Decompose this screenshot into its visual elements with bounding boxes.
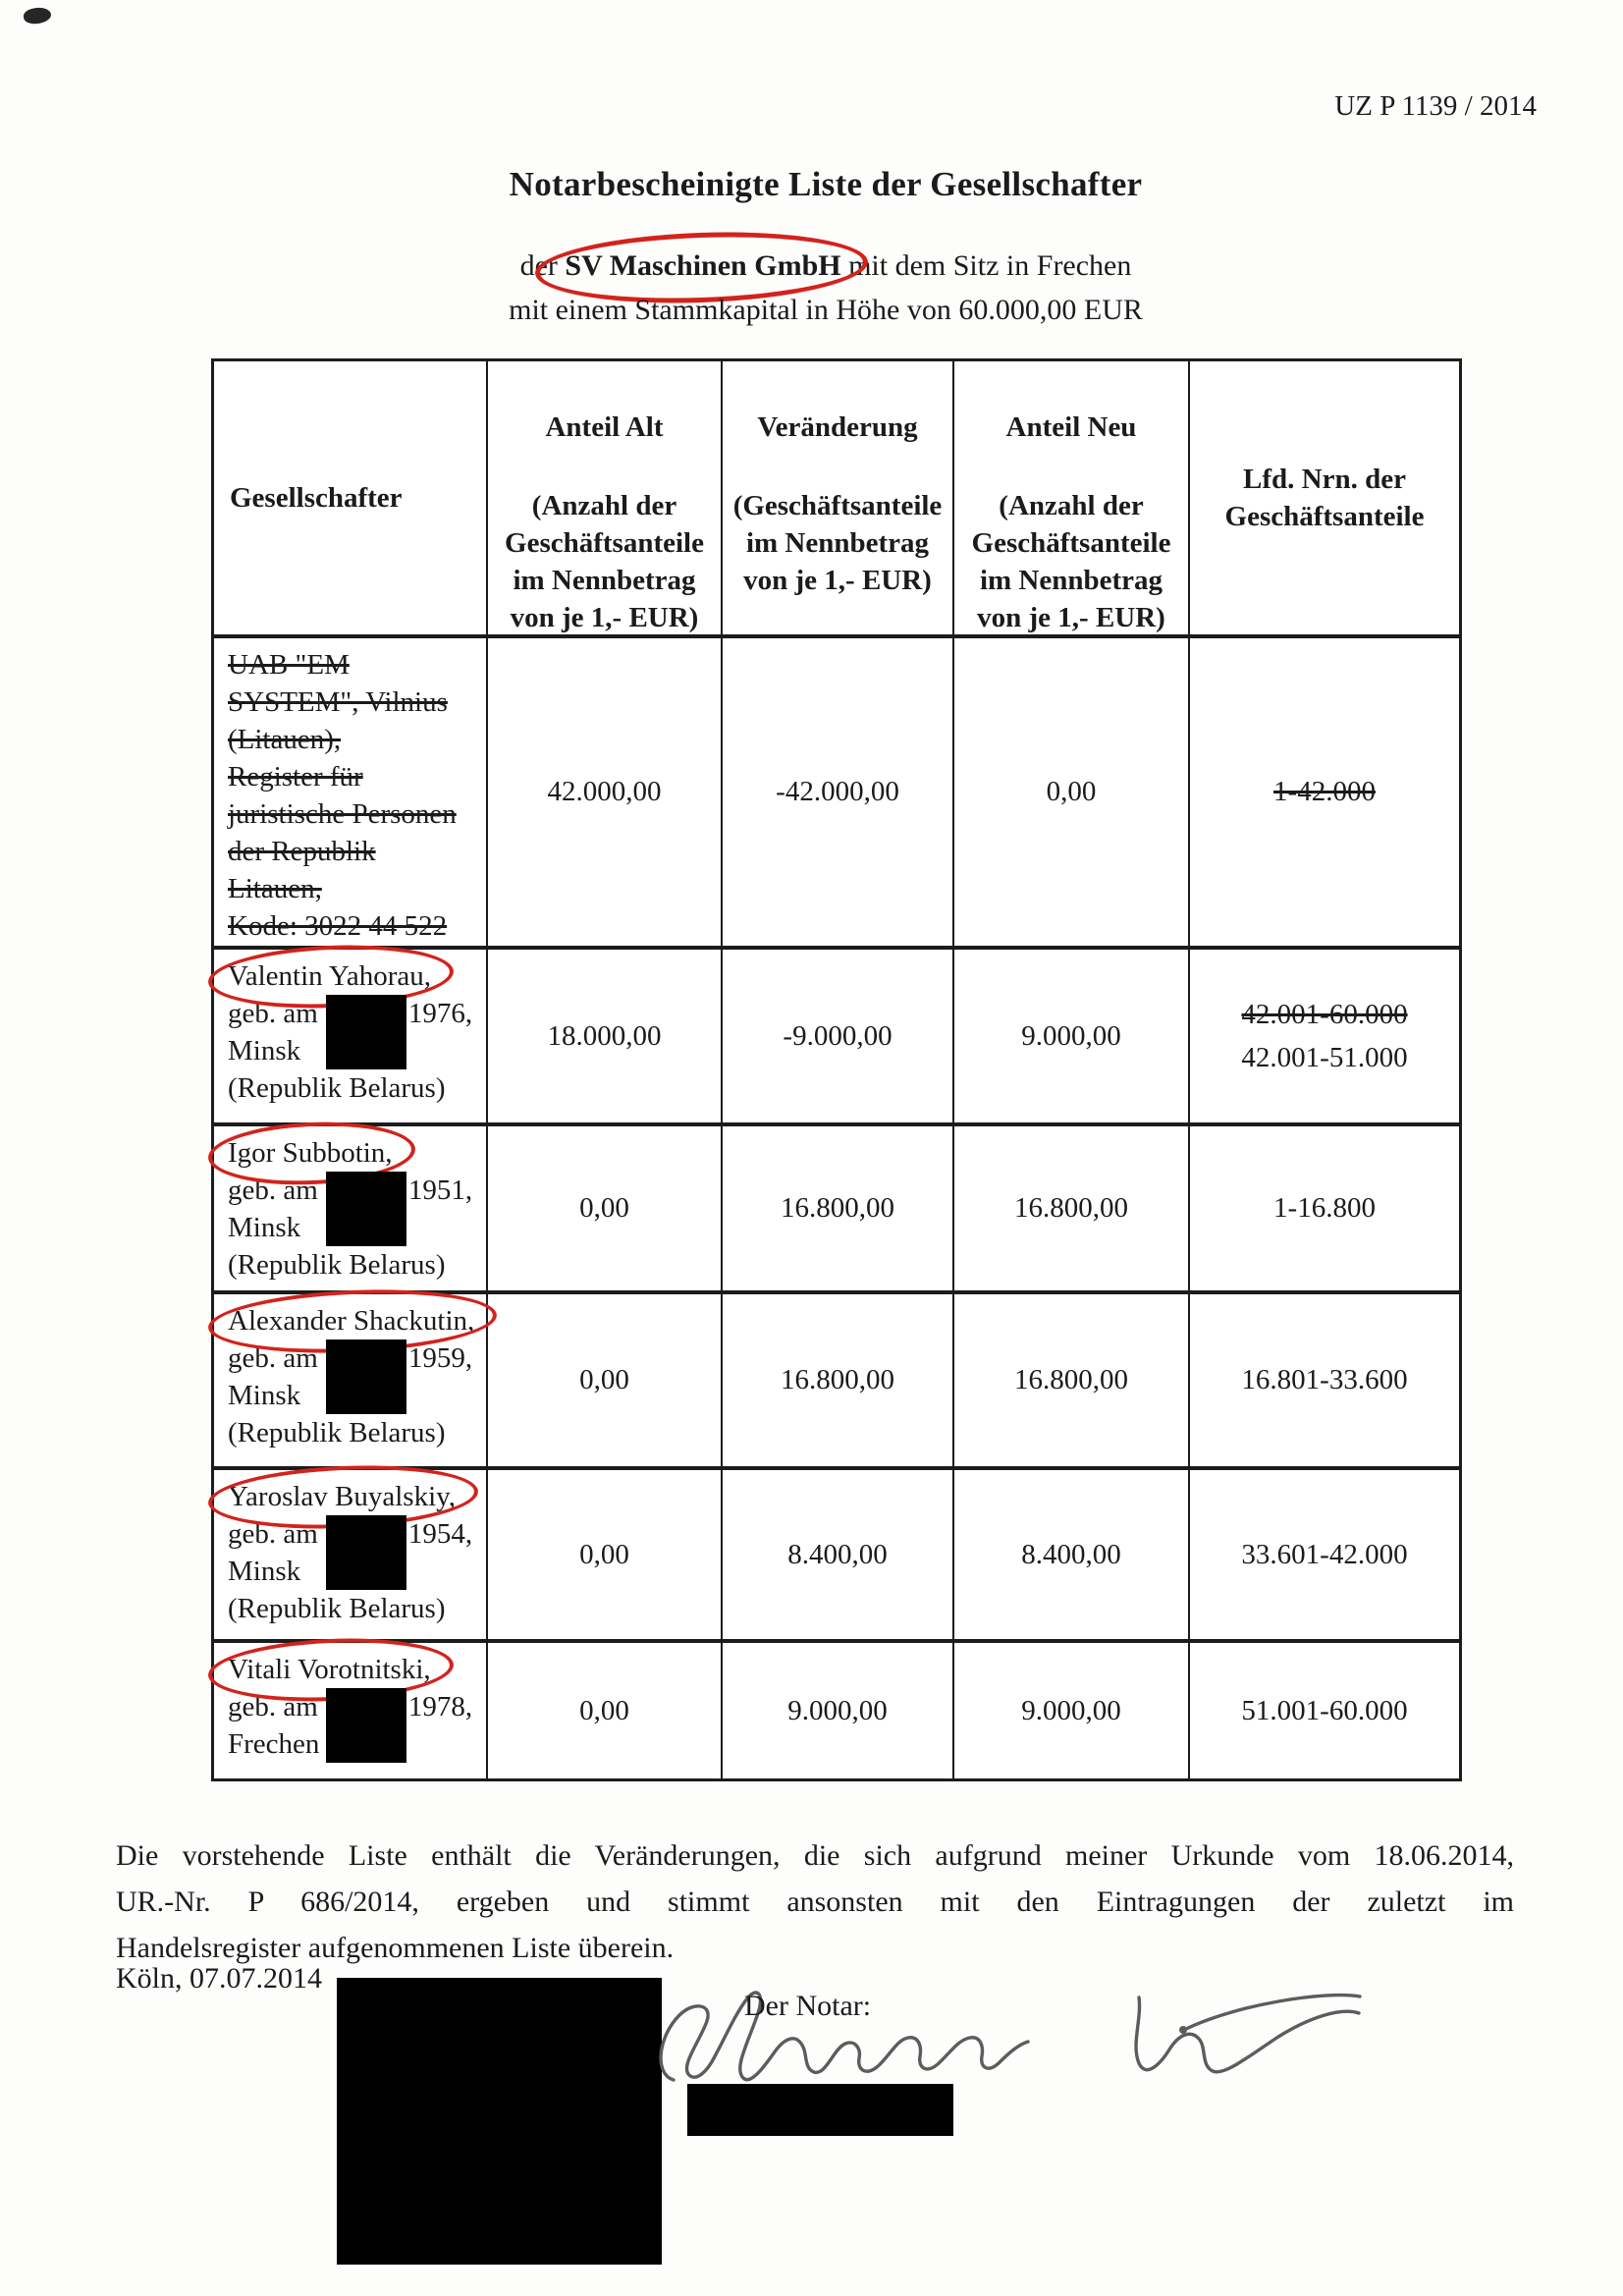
cell-lfd-nrn: 42.001-60.000 42.001-51.000 xyxy=(1188,946,1459,1122)
cell-anteil-neu: 9.000,00 xyxy=(952,946,1188,1122)
header-label: Anteil Neu xyxy=(1005,411,1137,443)
place-date: Köln, 07.07.2014 xyxy=(116,1962,322,1995)
cell-anteil-alt: 42.000,00 xyxy=(486,634,721,946)
reference-number: UZ P 1139 / 2014 xyxy=(1334,90,1537,122)
capital-subtitle: mit einem Stammkapital in Höhe von 60.000,00 EUR xyxy=(509,294,1143,326)
shareholder-cell-uab-em-system: UAB "EM SYSTEM", Vilnius (Litauen), Register für juristische Personen der Republik Litauen, Kode: 3022 44 522 xyxy=(214,634,486,946)
header-subtext: (Geschäftsanteile im Nennbetrag von je 1,- EUR) xyxy=(732,490,943,596)
page-title: Notarbescheinigte Liste der Gesellschafter xyxy=(509,165,1143,203)
header-label: Anteil Alt xyxy=(545,411,664,443)
header-cell-anteil-neu xyxy=(952,361,1188,634)
cell-lfd-nrn: 51.001-60.000 xyxy=(1188,1639,1459,1778)
shareholder-cell-shackutin: Alexander Shackutin, geb. am 1959, Minsk (Republik Belarus) xyxy=(214,1290,486,1466)
header-cell-gesellschafter xyxy=(214,361,486,634)
company-subtitle xyxy=(15,249,1623,283)
cell-veraenderung: 9.000,00 xyxy=(721,1639,952,1778)
shareholder-cell-subbotin: Igor Subbotin, geb. am 1951, Minsk (Republik Belarus) xyxy=(214,1122,486,1290)
cell-anteil-neu: 9.000,00 xyxy=(952,1639,1188,1778)
cell-anteil-alt: 0,00 xyxy=(486,1639,721,1778)
circled-shareholder-name: Yaroslav Buyalskiy, xyxy=(228,1478,456,1515)
circled-shareholder-name: Vitali Vorotnitski, xyxy=(228,1651,431,1688)
cell-veraenderung: -42.000,00 xyxy=(721,634,952,946)
redaction-box-birthdate xyxy=(326,1688,406,1763)
cell-anteil-alt: 18.000,00 xyxy=(486,946,721,1122)
cell-lfd-nrn: 1-42.000 xyxy=(1188,634,1459,946)
notary-label: Der Notar: xyxy=(744,1990,872,2022)
scan-artifact xyxy=(23,6,52,26)
header-cell-lfd-nrn: Lfd. Nrn. der Geschäftsanteile xyxy=(1188,361,1459,634)
company-name: SV Maschinen GmbH xyxy=(565,249,841,282)
circled-shareholder-name: Alexander Shackutin, xyxy=(228,1302,474,1339)
header-subtext: (Anzahl der Geschäftsanteile im Nennbetrag von je 1,- EUR) xyxy=(505,490,704,633)
cell-anteil-neu: 0,00 xyxy=(952,634,1188,946)
circled-shareholder-name: Igor Subbotin, xyxy=(228,1134,393,1172)
shareholder-cell-yahorau: Valentin Yahorau, geb. am 1976, Minsk (Republik Belarus) xyxy=(214,946,486,1122)
cell-anteil-neu: 16.800,00 xyxy=(952,1290,1188,1466)
redaction-box-birthdate xyxy=(326,1172,406,1246)
header-label: Gesellschafter xyxy=(230,481,403,514)
redaction-box-birthdate xyxy=(326,1515,406,1590)
cell-lfd-nrn: 1-16.800 xyxy=(1188,1122,1459,1290)
shareholder-cell-buyalskiy: Yaroslav Buyalskiy, geb. am 1954, Minsk (Republik Belarus) xyxy=(214,1466,486,1639)
redaction-box-seal xyxy=(337,1978,662,2265)
redaction-box-birthdate xyxy=(326,1339,406,1414)
shareholders-table xyxy=(211,358,1462,1781)
header-cell-anteil-alt xyxy=(486,361,721,634)
cell-anteil-alt: 0,00 xyxy=(486,1290,721,1466)
cell-anteil-neu: 8.400,00 xyxy=(952,1466,1188,1639)
header-label: Veränderung xyxy=(757,411,918,443)
subtitle-suffix: mit dem Sitz in Frechen xyxy=(840,249,1132,282)
cell-lfd-nrn: 33.601-42.000 xyxy=(1188,1466,1459,1639)
cell-anteil-neu: 16.800,00 xyxy=(952,1122,1188,1290)
paragraph-line: UR.-Nr. P 686/2014, ergeben und stimmt ansonsten mit den Eintragungen der zuletzt im xyxy=(116,1886,1514,1918)
shareholder-cell-vorotnitski: Vitali Vorotnitski, geb. am 1978, Frechen xyxy=(214,1639,486,1778)
header-subtext: (Anzahl der Geschäftsanteile im Nennbetrag von je 1,- EUR) xyxy=(971,490,1171,633)
header-cell-veraenderung xyxy=(721,361,952,634)
certification-paragraph xyxy=(116,1832,1514,1971)
cell-anteil-alt: 0,00 xyxy=(486,1466,721,1639)
subtitle-prefix: der xyxy=(519,249,566,282)
circled-shareholder-name: Valentin Yahorau, xyxy=(228,957,431,995)
cell-veraenderung: 16.800,00 xyxy=(721,1290,952,1466)
cell-anteil-alt: 0,00 xyxy=(486,1122,721,1290)
cell-veraenderung: 16.800,00 xyxy=(721,1122,952,1290)
cell-veraenderung: 8.400,00 xyxy=(721,1466,952,1639)
cell-lfd-nrn: 16.801-33.600 xyxy=(1188,1290,1459,1466)
paragraph-line: Die vorstehende Liste enthält die Veränderungen, die sich aufgrund meiner Urkunde vom 18.06.2014, xyxy=(116,1839,1514,1872)
cell-veraenderung: -9.000,00 xyxy=(721,946,952,1122)
redaction-box-birthdate xyxy=(326,995,406,1069)
paragraph-line: Handelsregister aufgenommenen Liste überein. xyxy=(116,1932,675,1964)
